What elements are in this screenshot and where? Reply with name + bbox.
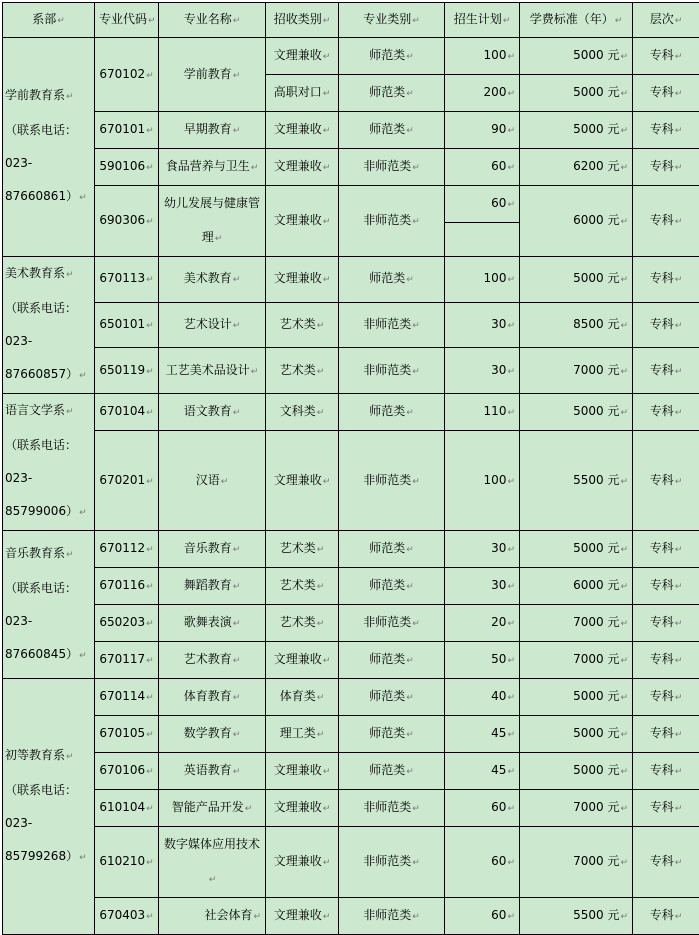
admit-category: 艺术类↵ (266, 348, 339, 394)
level: 专科↵ (633, 531, 699, 568)
table-row (3, 186, 699, 223)
major-code: 670102↵ (95, 38, 159, 112)
admit-category: 艺术类↵ (266, 605, 339, 642)
department-phone: 023-85799006）↵ (5, 462, 92, 530)
header-dept: 系部↵ (3, 3, 95, 38)
major-type: 师范类↵ (339, 112, 445, 149)
major-type: 非师范类↵ (339, 790, 445, 827)
major-code: 670116↵ (95, 568, 159, 605)
table-row (3, 431, 699, 494)
level: 专科↵ (633, 302, 699, 348)
tuition-fee: 7000 元↵ (520, 348, 633, 394)
admit-category: 文理兼收↵ (266, 898, 339, 935)
department-phone: 023-85799268）↵ (5, 807, 92, 875)
major-code: 670114↵ (95, 679, 159, 716)
level: 专科↵ (633, 149, 699, 186)
major-name: 音乐教育↵ (159, 531, 266, 568)
major-name: 英语教育↵ (159, 753, 266, 790)
major-type: 师范类↵ (339, 394, 445, 431)
department-name: 音乐教育系↵ (5, 537, 92, 572)
table-row (3, 112, 699, 149)
enrollment-plan: 45↵ (445, 753, 520, 790)
major-code: 670104↵ (95, 394, 159, 431)
admit-category: 文科类↵ (266, 394, 339, 431)
admit-category: 文理兼收↵ (266, 827, 339, 898)
major-type: 师范类↵ (339, 679, 445, 716)
major-name: 语文教育↵ (159, 394, 266, 431)
tuition-fee: 5000 元↵ (520, 716, 633, 753)
department-phone-label: （联系电话： (5, 572, 92, 605)
header-type: 专业类别↵ (339, 3, 445, 38)
department-phone-label: （联系电话： (5, 429, 92, 462)
tuition-fee: 5000 元↵ (520, 257, 633, 303)
major-code: 590106↵ (95, 149, 159, 186)
major-type: 师范类↵ (339, 257, 445, 303)
major-name: 歌舞表演↵ (159, 605, 266, 642)
level: 专科↵ (633, 605, 699, 642)
admit-category: 文理兼收↵ (266, 149, 339, 186)
department-phone-label: （联系电话： (5, 292, 92, 325)
header-major: 专业名称↵ (159, 3, 266, 38)
major-code: 690306↵ (95, 186, 159, 257)
enrollment-table (2, 2, 699, 935)
level: 专科↵ (633, 827, 699, 898)
tuition-fee: 5000 元↵ (520, 38, 633, 75)
major-code: 670105↵ (95, 716, 159, 753)
header-admit: 招收类别↵ (266, 3, 339, 38)
tuition-fee: 6200 元↵ (520, 149, 633, 186)
enrollment-plan: 30↵ (445, 348, 520, 394)
major-code: 670112↵ (95, 531, 159, 568)
major-code: 670113↵ (95, 257, 159, 303)
major-type: 师范类↵ (339, 716, 445, 753)
enrollment-plan: 110↵ (445, 394, 520, 431)
major-name: 艺术设计↵ (159, 302, 266, 348)
level: 专科↵ (633, 898, 699, 935)
department-name: 初等教育系↵ (5, 739, 92, 774)
department-cell (3, 38, 95, 257)
admit-category: 理工类↵ (266, 716, 339, 753)
major-name: 汉语↵ (159, 431, 266, 531)
empty-cell (445, 223, 520, 257)
major-name: 艺术教育↵ (159, 642, 266, 679)
major-name: 幼儿发展与健康管理↵ (159, 186, 266, 257)
department-name: 学前教育系↵ (5, 79, 92, 114)
level: 专科↵ (633, 394, 699, 431)
major-type: 师范类↵ (339, 75, 445, 112)
major-code: 670403↵ (95, 898, 159, 935)
major-type: 师范类↵ (339, 531, 445, 568)
major-code: 650101↵ (95, 302, 159, 348)
table-row (3, 568, 699, 605)
major-type: 非师范类↵ (339, 898, 445, 935)
tuition-fee: 5500 元↵ (520, 431, 633, 531)
enrollment-plan: 30↵ (445, 568, 520, 605)
admit-category: 文理兼收↵ (266, 38, 339, 75)
major-name: 智能产品开发↵ (159, 790, 266, 827)
major-type: 非师范类↵ (339, 302, 445, 348)
major-type: 非师范类↵ (339, 348, 445, 394)
major-type: 非师范类↵ (339, 149, 445, 186)
enrollment-plan: 60↵ (445, 790, 520, 827)
table-row (3, 257, 699, 303)
major-code: 610104↵ (95, 790, 159, 827)
department-cell (3, 394, 95, 531)
admit-category: 文理兼收↵ (266, 753, 339, 790)
major-code: 670106↵ (95, 753, 159, 790)
major-name: 早期教育↵ (159, 112, 266, 149)
admit-category: 文理兼收↵ (266, 112, 339, 149)
department-phone-label: （联系电话： (5, 114, 92, 147)
table-row (3, 302, 699, 348)
table-row (3, 679, 699, 716)
tuition-fee: 5000 元↵ (520, 112, 633, 149)
major-name: 舞蹈教育↵ (159, 568, 266, 605)
table-row (3, 348, 699, 394)
major-name: 工艺美术品设计↵ (159, 348, 266, 394)
tuition-fee: 5000 元↵ (520, 679, 633, 716)
major-type: 非师范类↵ (339, 605, 445, 642)
enrollment-plan: 100↵ (445, 38, 520, 75)
department-phone: 023-87660861）↵ (5, 147, 92, 215)
enrollment-plan: 30↵ (445, 302, 520, 348)
table-row (3, 605, 699, 642)
admit-category: 文理兼收↵ (266, 257, 339, 303)
tuition-fee: 7000 元↵ (520, 790, 633, 827)
major-type: 师范类↵ (339, 568, 445, 605)
level: 专科↵ (633, 642, 699, 679)
major-name: 数字媒体应用技术↵ (159, 827, 266, 898)
table-row (3, 531, 699, 568)
department-cell (3, 257, 95, 394)
department-phone: 023-87660845）↵ (5, 605, 92, 673)
major-code: 650203↵ (95, 605, 159, 642)
tuition-fee: 5500 元↵ (520, 898, 633, 935)
tuition-fee: 5000 元↵ (520, 531, 633, 568)
enrollment-plan: 200↵ (445, 75, 520, 112)
enrollment-plan: 60↵ (445, 149, 520, 186)
admit-category: 艺术类↵ (266, 302, 339, 348)
level: 专科↵ (633, 38, 699, 75)
department-name: 美术教育系↵ (5, 257, 92, 292)
major-type: 师范类↵ (339, 38, 445, 75)
major-code: 610210↵ (95, 827, 159, 898)
enrollment-plan: 60↵ (445, 898, 520, 935)
major-type: 非师范类↵ (339, 186, 445, 257)
major-name: 数学教育↵ (159, 716, 266, 753)
admit-category: 文理兼收↵ (266, 431, 339, 531)
header-code: 专业代码↵ (95, 3, 159, 38)
major-name: 学前教育↵ (159, 38, 266, 112)
header-plan: 招生计划↵ (445, 3, 520, 38)
tuition-fee: 6000 元↵ (520, 568, 633, 605)
level: 专科↵ (633, 348, 699, 394)
level: 专科↵ (633, 186, 699, 257)
admit-category: 高职对口↵ (266, 75, 339, 112)
major-name: 美术教育↵ (159, 257, 266, 303)
level: 专科↵ (633, 716, 699, 753)
department-phone-label: （联系电话： (5, 774, 92, 807)
tuition-fee: 6000 元↵ (520, 186, 633, 257)
level: 专科↵ (633, 790, 699, 827)
table-row (3, 898, 699, 935)
major-type: 师范类↵ (339, 753, 445, 790)
admit-category: 艺术类↵ (266, 568, 339, 605)
enrollment-plan: 60↵ (445, 186, 520, 223)
admit-category: 艺术类↵ (266, 531, 339, 568)
enrollment-plan: 30↵ (445, 531, 520, 568)
tuition-fee: 5000 元↵ (520, 75, 633, 112)
enrollment-plan: 20↵ (445, 605, 520, 642)
enrollment-plan: 45↵ (445, 716, 520, 753)
major-code: 670101↵ (95, 112, 159, 149)
tuition-fee: 7000 元↵ (520, 642, 633, 679)
tuition-fee: 7000 元↵ (520, 827, 633, 898)
level: 专科↵ (633, 568, 699, 605)
major-type: 师范类↵ (339, 642, 445, 679)
header-fee: 学费标准（年）↵ (520, 3, 633, 38)
enrollment-plan: 90↵ (445, 112, 520, 149)
header-row (3, 3, 699, 38)
department-phone: 023-87660857）↵ (5, 325, 92, 393)
admit-category: 文理兼收↵ (266, 790, 339, 827)
level: 专科↵ (633, 257, 699, 303)
enrollment-plan: 40↵ (445, 679, 520, 716)
table-row (3, 642, 699, 679)
enrollment-plan: 100↵ (445, 257, 520, 303)
enrollment-plan: 50↵ (445, 642, 520, 679)
enrollment-plan: 60↵ (445, 827, 520, 898)
major-name: 社会体育↵ (159, 898, 266, 935)
admit-category: 文理兼收↵ (266, 186, 339, 257)
major-code: 670201↵ (95, 431, 159, 531)
tuition-fee: 5000 元↵ (520, 753, 633, 790)
table-row (3, 716, 699, 753)
table-row (3, 38, 699, 75)
major-code: 670117↵ (95, 642, 159, 679)
level: 专科↵ (633, 75, 699, 112)
department-name: 语言文学系↵ (5, 394, 92, 429)
major-type: 非师范类↵ (339, 431, 445, 531)
major-type: 非师范类↵ (339, 827, 445, 898)
header-level: 层次↵ (633, 3, 699, 38)
table-row (3, 790, 699, 827)
major-name: 食品营养与卫生↵ (159, 149, 266, 186)
level: 专科↵ (633, 753, 699, 790)
tuition-fee: 7000 元↵ (520, 605, 633, 642)
tuition-fee: 8500 元↵ (520, 302, 633, 348)
major-name: 体育教育↵ (159, 679, 266, 716)
table-row (3, 753, 699, 790)
department-cell (3, 679, 95, 935)
level: 专科↵ (633, 112, 699, 149)
level: 专科↵ (633, 431, 699, 531)
major-code: 650119↵ (95, 348, 159, 394)
tuition-fee: 5000 元↵ (520, 394, 633, 431)
enrollment-plan: 100↵ (445, 431, 520, 531)
level: 专科↵ (633, 679, 699, 716)
department-cell (3, 531, 95, 679)
admit-category: 文理兼收↵ (266, 642, 339, 679)
admit-category: 体育类↵ (266, 679, 339, 716)
table-row (3, 149, 699, 186)
